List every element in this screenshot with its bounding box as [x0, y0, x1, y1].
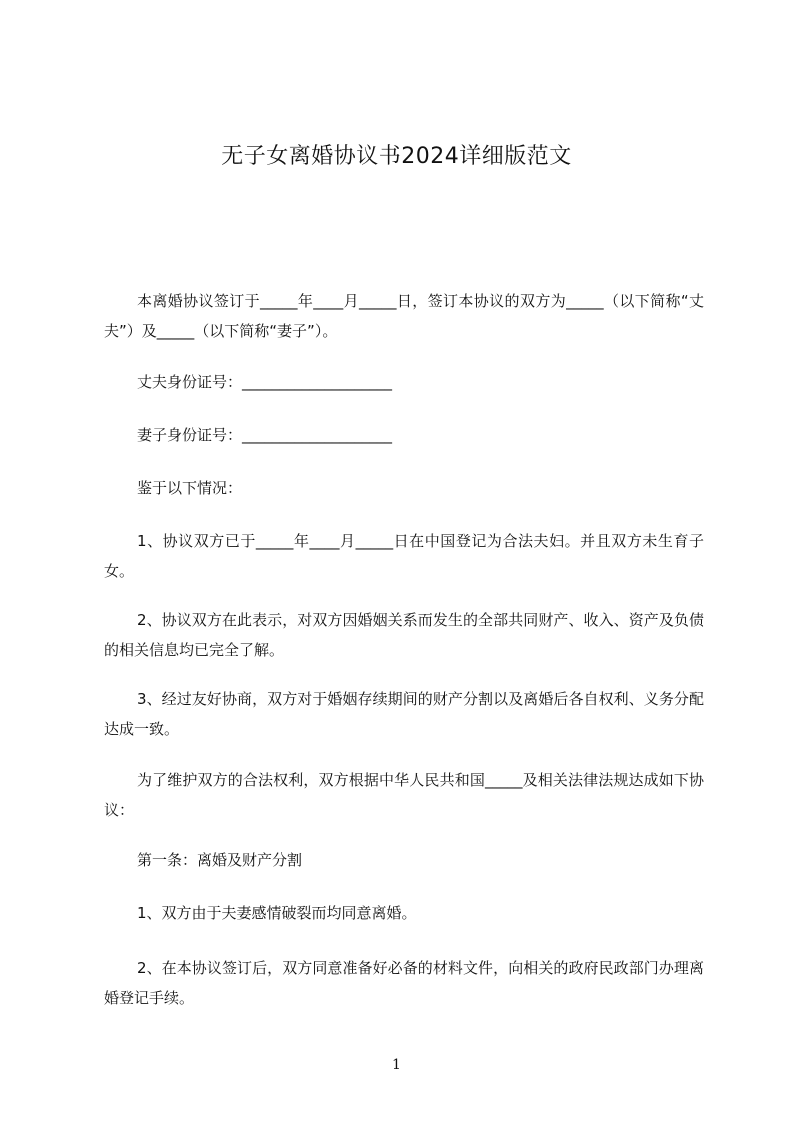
- paragraph-clause-1: 1、协议双方已于_____年____月_____日在中国登记为合法夫妇。并且双方未生育子女。: [104, 532, 704, 580]
- paragraph-agreement-date: 本离婚协议签订于_____年____月_____日，签订本协议的双方为_____（以下简称“丈夫”）及_____（以下简称“妻子”）。: [104, 292, 704, 340]
- paragraph-clause-3: 3、经过友好协商，双方对于婚姻存续期间的财产分割以及离婚后各自权利、义务分配达成一致。: [104, 690, 704, 738]
- paragraph-article-1-item-1: 1、双方由于夫妻感情破裂而均同意离婚。: [137, 904, 417, 922]
- paragraph-wife-id: 妻子身份证号：____________________: [137, 426, 393, 444]
- page-number: 1: [392, 1057, 401, 1073]
- paragraph-article-1-item-2: 2、在本协议签订后，双方同意准备好必备的材料文件，向相关的政府民政部门办理离婚登记手续。: [104, 959, 704, 1007]
- section-heading-article-1: 第一条：离婚及财产分割: [137, 851, 303, 869]
- document-title: 无子女离婚协议书2024详细版范文: [221, 144, 572, 169]
- paragraph-preamble: 为了维护双方的合法权利，双方根据中华人民共和国_____及相关法律法规达成如下协议：: [104, 771, 704, 819]
- paragraph-clause-2: 2、协议双方在此表示，对双方因婚姻关系而发生的全部共同财产、收入、资产及负债的相关信息均已完全了解。: [104, 611, 704, 659]
- paragraph-husband-id: 丈夫身份证号：____________________: [137, 373, 393, 391]
- paragraph-whereas: 鉴于以下情况：: [137, 479, 243, 497]
